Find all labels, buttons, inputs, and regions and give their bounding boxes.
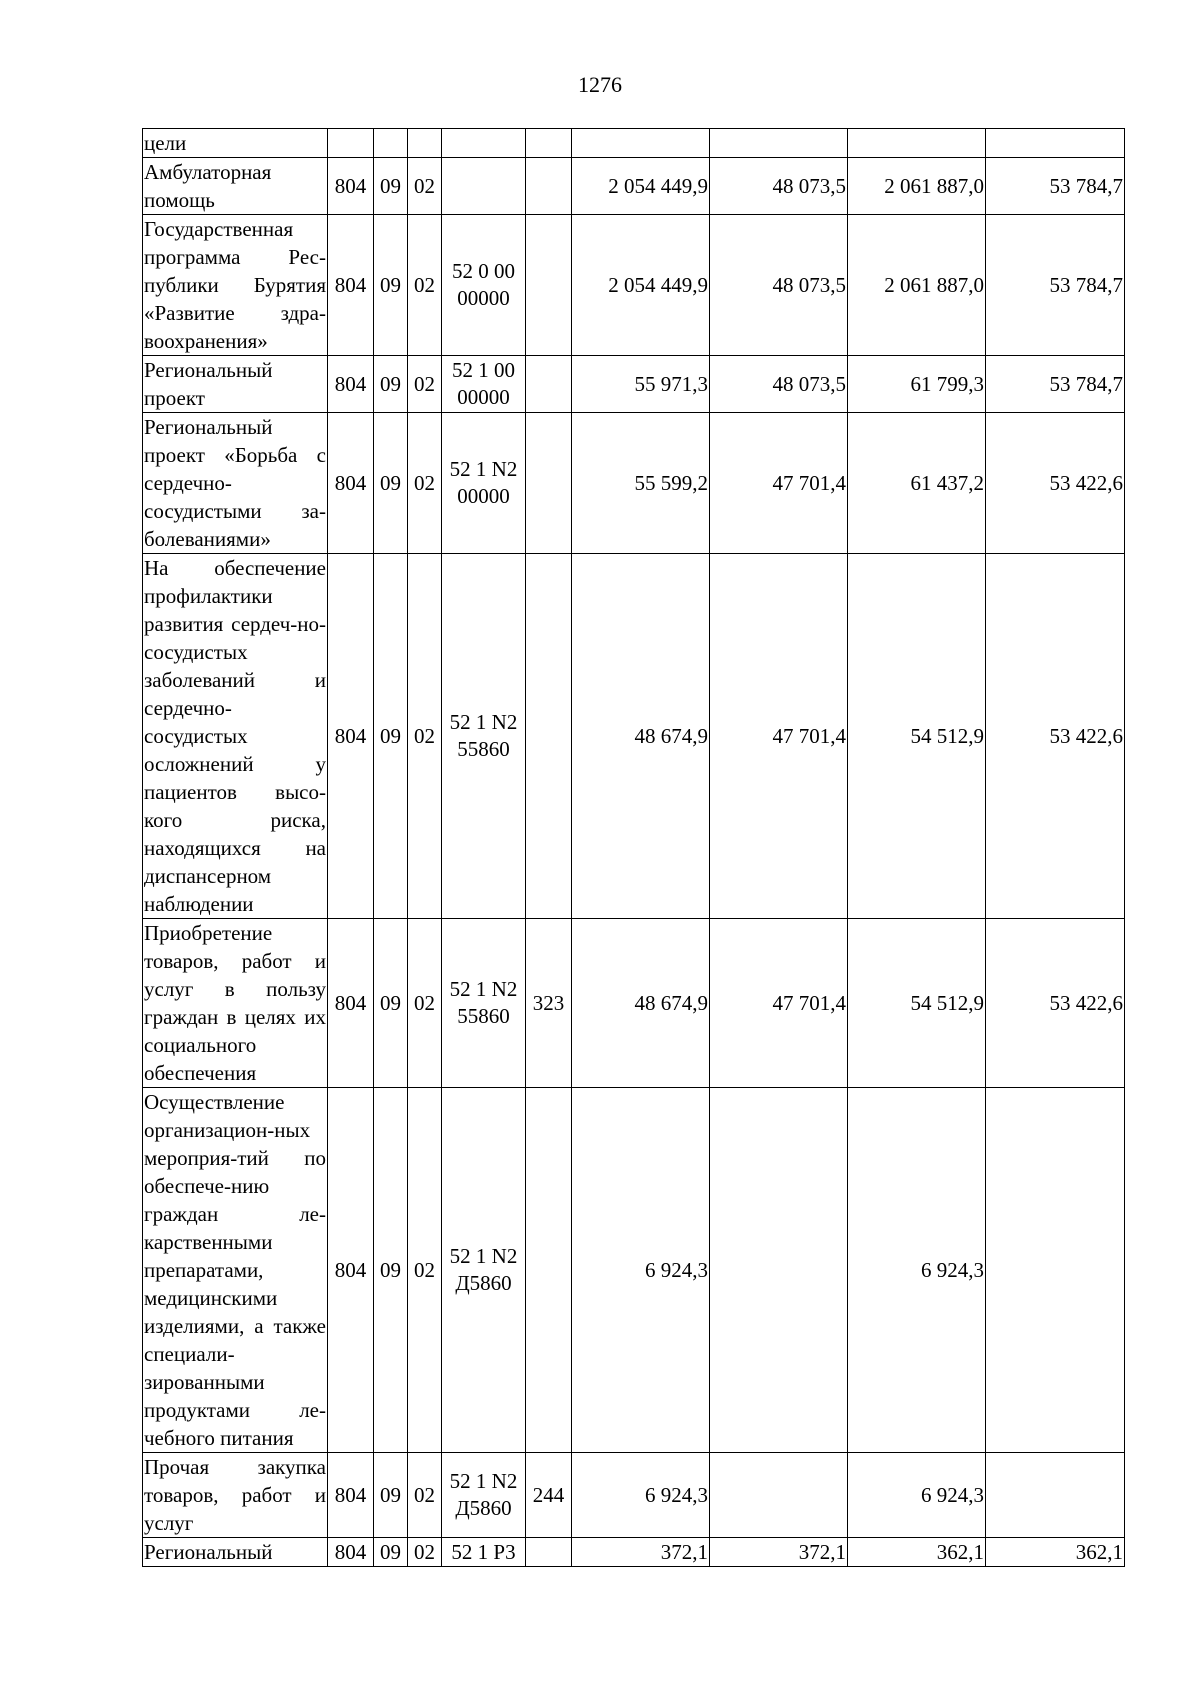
sum-2: 48 073,5 [710, 158, 848, 215]
rz-code: 09 [374, 158, 408, 215]
vr-code: 244 [526, 1453, 572, 1538]
csr-code: 52 1 N2 55860 [442, 919, 526, 1088]
sum-2: 47 701,4 [710, 919, 848, 1088]
ved-code: 804 [328, 215, 374, 356]
rz-code: 09 [374, 215, 408, 356]
csr-code: 52 1 N2 00000 [442, 413, 526, 554]
vr-code: 323 [526, 919, 572, 1088]
sum-4 [986, 129, 1125, 158]
csr-code [442, 158, 526, 215]
rz-code: 09 [374, 1538, 408, 1567]
rz-code [374, 129, 408, 158]
sum-2: 48 073,5 [710, 215, 848, 356]
pr-code: 02 [408, 356, 442, 413]
sum-4 [986, 1453, 1125, 1538]
sum-2: 48 073,5 [710, 356, 848, 413]
pr-code: 02 [408, 413, 442, 554]
sum-1: 55 599,2 [572, 413, 710, 554]
csr-code [442, 129, 526, 158]
sum-3: 61 799,3 [848, 356, 986, 413]
row-name: Региональный проект [143, 356, 328, 413]
pr-code [408, 129, 442, 158]
pr-code: 02 [408, 1088, 442, 1453]
table-row [143, 129, 1125, 158]
sum-3: 6 924,3 [848, 1088, 986, 1453]
sum-3: 2 061 887,0 [848, 215, 986, 356]
page-number: 1276 [578, 72, 622, 97]
budget-table [142, 128, 1125, 1567]
sum-2 [710, 1088, 848, 1453]
ved-code: 804 [328, 1538, 374, 1567]
csr-code: 52 1 P3 [442, 1538, 526, 1567]
csr-code: 52 1 N2 55860 [442, 554, 526, 919]
table-row [143, 158, 1125, 215]
vr-code [526, 129, 572, 158]
sum-4: 53 422,6 [986, 413, 1125, 554]
table-row [143, 356, 1125, 413]
csr-code: 52 0 00 00000 [442, 215, 526, 356]
table-row [143, 215, 1125, 356]
sum-1: 6 924,3 [572, 1088, 710, 1453]
sum-4: 53 422,6 [986, 554, 1125, 919]
vr-code [526, 158, 572, 215]
rz-code: 09 [374, 1453, 408, 1538]
pr-code: 02 [408, 554, 442, 919]
sum-2: 47 701,4 [710, 413, 848, 554]
sum-1: 6 924,3 [572, 1453, 710, 1538]
ved-code: 804 [328, 1088, 374, 1453]
ved-code: 804 [328, 158, 374, 215]
ved-code: 804 [328, 356, 374, 413]
table-row [143, 554, 1125, 919]
table-row [143, 1538, 1125, 1567]
sum-1: 48 674,9 [572, 919, 710, 1088]
row-name: Государственная программа Рес-публики Бурятия «Развитие здра-воохранения» [143, 215, 328, 356]
sum-1: 2 054 449,9 [572, 215, 710, 356]
sum-3: 2 061 887,0 [848, 158, 986, 215]
vr-code [526, 554, 572, 919]
sum-4: 53 784,7 [986, 215, 1125, 356]
sum-2: 372,1 [710, 1538, 848, 1567]
table-row [143, 919, 1125, 1088]
vr-code [526, 215, 572, 356]
row-name: цели [143, 129, 328, 158]
pr-code: 02 [408, 215, 442, 356]
pr-code: 02 [408, 1453, 442, 1538]
ved-code: 804 [328, 919, 374, 1088]
ved-code: 804 [328, 413, 374, 554]
vr-code [526, 413, 572, 554]
sum-3: 54 512,9 [848, 554, 986, 919]
sum-3: 54 512,9 [848, 919, 986, 1088]
sum-1: 2 054 449,9 [572, 158, 710, 215]
sum-1: 372,1 [572, 1538, 710, 1567]
pr-code: 02 [408, 1538, 442, 1567]
rz-code: 09 [374, 413, 408, 554]
sum-3: 6 924,3 [848, 1453, 986, 1538]
table-row [143, 413, 1125, 554]
row-name: Приобретение товаров, работ и услуг в пользу граждан в целях их социального обеспечения [143, 919, 328, 1088]
vr-code [526, 356, 572, 413]
row-name: На обеспечение профилактики развития сердеч-но-сосудистых заболеваний и сердечно-сосудистых осложнений у пациентов высо-кого риска, находящихся на диспансерном наблюдении [143, 554, 328, 919]
vr-code [526, 1088, 572, 1453]
sum-1 [572, 129, 710, 158]
row-name: Амбулаторная помощь [143, 158, 328, 215]
rz-code: 09 [374, 554, 408, 919]
row-name: Региональный проект «Борьба с сердечно-сосудистыми за-болеваниями» [143, 413, 328, 554]
sum-3 [848, 129, 986, 158]
sum-2: 47 701,4 [710, 554, 848, 919]
ved-code: 804 [328, 554, 374, 919]
pr-code: 02 [408, 919, 442, 1088]
csr-code: 52 1 N2 Д5860 [442, 1088, 526, 1453]
table-row [143, 1088, 1125, 1453]
csr-code: 52 1 00 00000 [442, 356, 526, 413]
rz-code: 09 [374, 356, 408, 413]
sum-4 [986, 1088, 1125, 1453]
csr-code: 52 1 N2 Д5860 [442, 1453, 526, 1538]
ved-code [328, 129, 374, 158]
sum-3: 362,1 [848, 1538, 986, 1567]
sum-2 [710, 1453, 848, 1538]
sum-4: 53 422,6 [986, 919, 1125, 1088]
row-name: Прочая закупка товаров, работ и услуг [143, 1453, 328, 1538]
sum-2 [710, 129, 848, 158]
pr-code: 02 [408, 158, 442, 215]
row-name: Региональный [143, 1538, 328, 1567]
sum-1: 55 971,3 [572, 356, 710, 413]
sum-3: 61 437,2 [848, 413, 986, 554]
table-row [143, 1453, 1125, 1538]
rz-code: 09 [374, 919, 408, 1088]
row-name: Осуществление организацион-ных мероприя-тий по обеспече-нию граждан ле-карственными препаратами, медицинскими изделиями, а также специали-зированными продуктами ле-чебного питания [143, 1088, 328, 1453]
sum-4: 53 784,7 [986, 158, 1125, 215]
rz-code: 09 [374, 1088, 408, 1453]
sum-4: 362,1 [986, 1538, 1125, 1567]
sum-4: 53 784,7 [986, 356, 1125, 413]
vr-code [526, 1538, 572, 1567]
sum-1: 48 674,9 [572, 554, 710, 919]
ved-code: 804 [328, 1453, 374, 1538]
